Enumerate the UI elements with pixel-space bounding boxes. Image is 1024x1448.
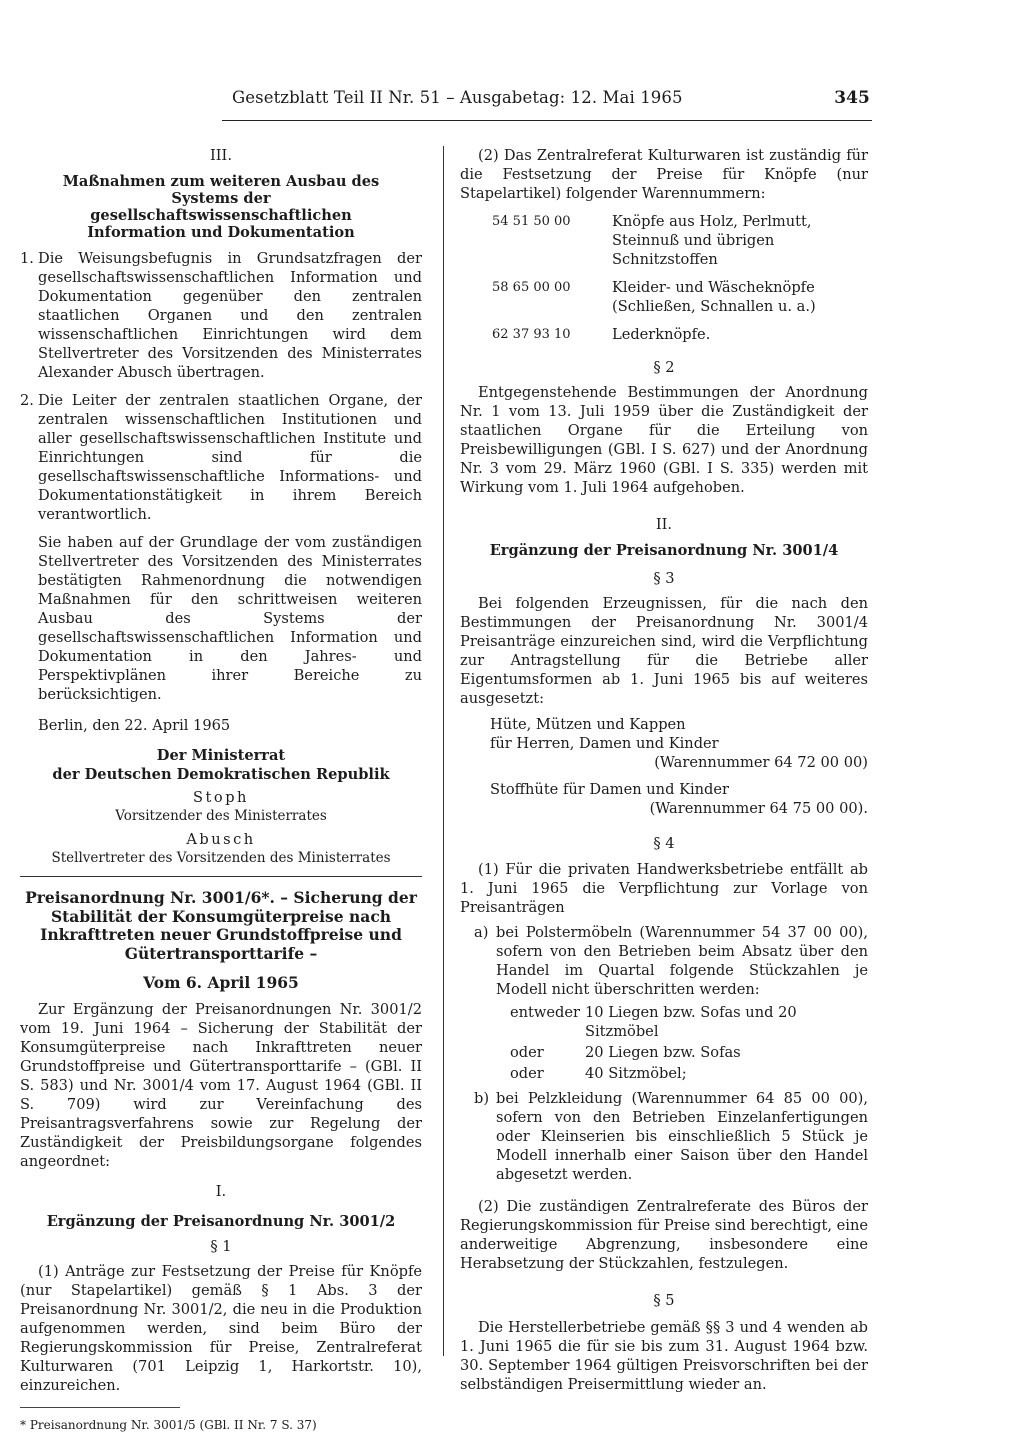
item-1-number: 1. bbox=[20, 250, 34, 267]
option-word: entweder bbox=[510, 1004, 580, 1021]
option-text: 10 Liegen bzw. Sofas und 20 Sitzmöbel bbox=[585, 1004, 797, 1040]
item-hats-line-1: Hüte, Mützen und Kappen bbox=[490, 716, 686, 733]
paragraph-1-text: (1) Anträge zur Festsetzung der Preise für Knöpfe (nur Stapelartikel) gemäß § 1 Abs. 3 der Preisanordnung Nr. 3001/2, die neu in die Produktion aufgenommen werden, sind beim Büro der Regierungskommission für Preise, Zentralreferat Kulturwaren (701 Leipzig 1, Harkortstr. 10), einzureichen. bbox=[20, 1263, 422, 1394]
right-column bbox=[460, 146, 868, 1394]
paragraph-4-b-text: bei Pelzkleidung (Warennummer 64 85 00 00), sofern von den Betrieben Einzelanfertigungen oder Kleinserien bis einschließlich 5 Stück je Modell innerhalb einer Saison über den Handel abgesetzt werden. bbox=[496, 1090, 868, 1183]
item-2-paragraph: Sie haben auf der Grundlage der vom zuständigen Stellvertreter des Vorsitzenden des Ministerrates bestätigten Rahmenordnung die notwendigen Maßnahmen für den schrittweisen weiteren Ausbau des Systems der gesellschaftswissenschaftlichen Information und Dokumentation in den Jahres- und Perspektivplänen ihrer Bereiche zu berücksichtigen. bbox=[38, 534, 422, 703]
option-word: oder bbox=[510, 1065, 544, 1082]
signer-1-role: Vorsitzender des Ministerrates bbox=[115, 808, 327, 824]
option-text: 20 Liegen bzw. Sofas bbox=[585, 1044, 741, 1061]
table-row bbox=[492, 278, 868, 316]
article-description: Kleider- und Wäscheknöpfe (Schließen, Schnallen u. a.) bbox=[612, 279, 816, 315]
article-number: 54 51 50 00 bbox=[492, 214, 571, 229]
article-number: 58 65 00 00 bbox=[492, 280, 571, 295]
item-2-text: Die Leiter der zentralen staatlichen Organe, der zentralen wissenschaftlichen Institutionen und aller gesellschaftswissenschaftlichen Institute und Einrichtungen sind für die gesellschaftswissenschaftliche Informations- und Dokumentationstätigkeit in ihrem Bereich verantwortlich. bbox=[38, 392, 422, 523]
table-row bbox=[492, 212, 868, 269]
article-number: 62 37 93 10 bbox=[492, 327, 571, 342]
article-number-table bbox=[492, 212, 868, 344]
paragraph-2-heading: § 2 bbox=[653, 359, 675, 376]
page-number: 345 bbox=[834, 88, 870, 108]
order-title: Preisanordnung Nr. 3001/6*. – Sicherung der Stabilität der Konsumgüterpreise nach Inkrafttreten neuer Grundstoffpreise und Gütertransporttarife – bbox=[25, 888, 417, 963]
item-2 bbox=[20, 391, 422, 524]
paragraph-4-heading: § 4 bbox=[653, 835, 675, 852]
quantity-options bbox=[510, 1003, 868, 1083]
signer-org-line-2: der Deutschen Demokratischen Republik bbox=[52, 766, 390, 783]
left-column bbox=[20, 146, 422, 1435]
paragraph-5-text: Die Herstellerbetriebe gemäß §§ 3 und 4 wenden ab 1. Juni 1965 die für sie bis zum 31. August 1964 bzw. 30. September 1964 gültigen Preisvorschriften bei der selbständigen Preisermittlung wieder an. bbox=[460, 1319, 868, 1393]
paragraph-4-b bbox=[474, 1089, 868, 1184]
option-word: oder bbox=[510, 1044, 544, 1061]
option-text: 40 Sitzmöbel; bbox=[585, 1065, 687, 1082]
order-date: Vom 6. April 1965 bbox=[143, 973, 299, 992]
paragraph-5-heading: § 5 bbox=[653, 1292, 675, 1309]
item-2-number: 2. bbox=[20, 392, 34, 409]
section-separator bbox=[20, 876, 422, 877]
preamble: Zur Ergänzung der Preisanordnungen Nr. 3001/2 vom 19. Juni 1964 – Sicherung der Stabilität der Konsumgüterpreise nach Inkrafttreten neuer Grundstoffpreise und Gütertransporttarife – (GBl. II S. 583) und Nr. 3001/4 vom 17. August 1964 (GBl. II S. 709) wird zur Vereinfachung des Preisantragsverfahrens sowie zur Regelung der Zuständigkeit der Preisbildungsorgane folgendes angeordnet: bbox=[20, 1001, 422, 1170]
place-date: Berlin, den 22. April 1965 bbox=[38, 717, 231, 734]
item-felt-code: (Warennummer 64 75 00 00). bbox=[649, 800, 868, 817]
exempt-items bbox=[490, 715, 868, 818]
section-2-number: II. bbox=[655, 516, 673, 533]
signer-org-line-1: Der Ministerrat bbox=[156, 747, 286, 764]
item-1-text: Die Weisungsbefugnis in Grundsatzfragen der gesellschaftswissenschaftlichen Information und Dokumentation gegenüber den zentralen staatlichen Organen und den zentralen wissenschaftlichen Einrichtungen wird dem Stellvertreter des Vorsitzenden des Ministerrates Alexander Abusch übertragen. bbox=[38, 250, 422, 381]
section-3-title: Maßnahmen zum weiteren Ausbau des Systems der gesellschaftswissenschaftlichen Information und Dokumentation bbox=[62, 173, 380, 241]
paragraph-1-sub-2: (2) Das Zentralreferat Kulturwaren ist zuständig für die Festsetzung der Preise für Knöpfe (nur Stapelartikel) folgender Warennummern: bbox=[460, 147, 868, 202]
section-1-number: I. bbox=[215, 1183, 227, 1200]
paragraph-4-a bbox=[474, 923, 868, 999]
article-description: Knöpfe aus Holz, Perlmutt, Steinnuß und übrigen Schnitzstoffen bbox=[612, 213, 812, 268]
article-description: Lederknöpfe. bbox=[612, 326, 711, 343]
item-label: a) bbox=[474, 924, 489, 941]
paragraph-4-a-text: bei Polstermöbeln (Warennummer 54 37 00 00), sofern von den Betrieben beim Absatz über den Handel im Quartal folgende Stückzahlen je Modell nicht überschritten werden: bbox=[496, 924, 868, 998]
paragraph-4-intro: (1) Für die privaten Handwerksbetriebe entfällt ab 1. Juni 1965 die Verpflichtung zur Vorlage von Preisanträgen bbox=[460, 861, 868, 916]
signer-2-name: Abusch bbox=[186, 831, 256, 848]
paragraph-2-text: Entgegenstehende Bestimmungen der Anordnung Nr. 1 vom 13. Juli 1959 über die Zuständigkeit der staatlichen Organe für die Erteilung von Preisbewilligungen (GBl. I S. 627) und der Anordnung Nr. 3 vom 29. März 1960 (GBl. I S. 335) werden mit Wirkung vom 1. Juli 1964 aufgehoben. bbox=[460, 384, 868, 496]
page-header bbox=[222, 88, 872, 110]
paragraph-3-text: Bei folgenden Erzeugnissen, für die nach den Bestimmungen der Preisanordnung Nr. 3001/4 Preisanträge einzureichen sind, wird die Verpflichtung zur Antragstellung für die Betriebe aller Eigentumsformen ab 1. Juni 1965 bis auf weiteres ausgesetzt: bbox=[460, 595, 868, 707]
item-felt: Stoffhüte für Damen und Kinder bbox=[490, 781, 729, 798]
signer-1-name: Stoph bbox=[193, 789, 249, 806]
item-hats-code: (Warennummer 64 72 00 00) bbox=[654, 754, 868, 771]
paragraph-4-sub-2: (2) Die zuständigen Zentralreferate des Büros der Regierungskommission für Preise sind berechtigt, eine anderweitige Abgrenzung, insbesondere eine Herabsetzung der Stückzahlen, festzulegen. bbox=[460, 1198, 868, 1272]
footnote: * Preisanordnung Nr. 3001/5 (GBl. II Nr. 7 S. 37) bbox=[20, 1407, 180, 1435]
paragraph-1-heading: § 1 bbox=[210, 1238, 232, 1255]
header-rule bbox=[222, 120, 872, 121]
item-hats-line-2: für Herren, Damen und Kinder bbox=[490, 735, 719, 752]
paragraph-3-heading: § 3 bbox=[653, 570, 675, 587]
signer-2-role: Stellvertreter des Vorsitzenden des Ministerrates bbox=[51, 850, 391, 866]
item-1 bbox=[20, 249, 422, 382]
item-label: b) bbox=[474, 1090, 490, 1107]
header-title: Gesetzblatt Teil II Nr. 51 – Ausgabetag: 12. Mai 1965 bbox=[232, 88, 683, 107]
table-row bbox=[492, 325, 868, 344]
column-divider bbox=[443, 146, 444, 1356]
section-2-title: Ergänzung der Preisanordnung Nr. 3001/4 bbox=[489, 542, 839, 559]
section-3-number: III. bbox=[210, 147, 232, 164]
section-1-title: Ergänzung der Preisanordnung Nr. 3001/2 bbox=[46, 1213, 396, 1230]
